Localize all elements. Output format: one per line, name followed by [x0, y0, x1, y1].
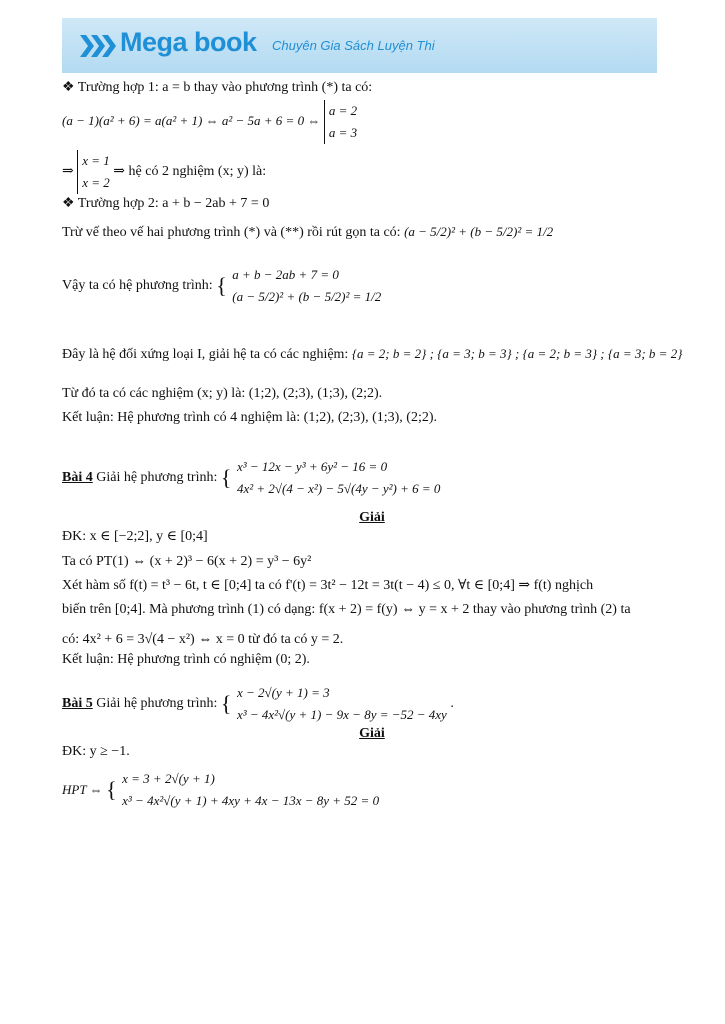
hpt-label: HPT ⇔ — [62, 782, 103, 797]
conclusion-1: Kết luận: Hệ phương trình có 4 nghiệm là: (1;2), (2;3), (1;3), (2;2). — [62, 410, 438, 425]
root-x1: x = 1 — [82, 153, 110, 168]
subtract-text: Trừ vế theo vế hai phương trình (*) và (**) rồi rút gọn ta có: — [62, 225, 401, 240]
bai-5-hpt-2: x³ − 4x²√(y + 1) + 4xy + 4x − 13x − 8y + 52 = 0 — [122, 793, 380, 808]
system-eq-1: a + b − 2ab + 7 = 0 — [232, 267, 339, 282]
bai-5-eq-2: x³ − 4x²√(y + 1) − 9x − 8y = −52 − 4xy — [236, 707, 447, 722]
brand-slogan: Chuyên Gia Sách Luyện Thi — [272, 38, 435, 53]
symmetric-text: Đây là hệ đối xứng loại I, giải hệ ta có các nghiệm: — [62, 347, 349, 362]
symmetric-line — [62, 346, 682, 363]
implies-symbol: ⇒ — [62, 164, 74, 180]
case-1-chain: (a − 1)(a² + 6) = a(a² + 1) ⇔ a² − 5a + 6 = 0 ⇔ — [62, 113, 321, 129]
x-roots — [77, 150, 110, 194]
case-2-line: ❖ Trường hợp 2: a + b − 2ab + 7 = 0 — [62, 196, 270, 211]
giai-heading-5: Giải — [359, 726, 385, 741]
case-1-roots — [324, 100, 357, 144]
subtract-line — [62, 224, 553, 241]
bai-4-conclusion: Kết luận: Hệ phương trình có nghiệm (0; 2). — [62, 652, 310, 667]
megabook-logo-icon — [78, 33, 118, 59]
brand-name: Mega book — [120, 27, 257, 57]
symmetric-solutions: {a = 2; b = 2} ; {a = 3; b = 3} ; {a = 2; b = 3} ; {a = 3; b = 2} — [351, 346, 683, 361]
bai-5-eq-1: x − 2√(y + 1) = 3 — [236, 685, 330, 700]
case-1-equation — [62, 100, 357, 144]
bai-4-label: Bài 4 — [62, 470, 93, 485]
bai-4-heading: Bài 4 Giải hệ phương trình: { x³ − 12x − y³ + 6y² − 16 = 0 4x² + 2√(4 − x²) − 5√(4y − y²) + 6 = 0 — [62, 456, 440, 500]
bai-4-step-2: Xét hàm số f(t) = t³ − 6t, t ∈ [0;4] ta có f'(t) = 3t² − 12t = 3t(t − 4) ≤ 0, ∀t ∈ [0;4] ⇒ f(t) nghịch — [62, 578, 594, 593]
bai-4-condition: ĐK: x ∈ [−2;2], y ∈ [0;4] — [62, 529, 208, 544]
bai-4-step-3: biến trên [0;4]. Mà phương trình (1) có dạng: f(x + 2) = f(y) ⇔ y = x + 2 thay vào phương trình (2) ta — [62, 602, 631, 617]
root-a3: a = 3 — [328, 125, 358, 140]
bai-5-period: . — [450, 696, 454, 712]
bai-4-eq-1: x³ − 12x − y³ + 6y² − 16 = 0 — [236, 459, 388, 474]
bai-5-heading: Bài 5 Giải hệ phương trình: { x − 2√(y + 1) = 3 x³ − 4x²√(y + 1) − 9x − 8y = −52 − 4xy . — [62, 682, 454, 726]
bai-5-transform: HPT ⇔ { x = 3 + 2√(y + 1) x³ − 4x²√(y + 1) + 4xy + 4x − 13x − 8y + 52 = 0 — [62, 768, 379, 812]
header-banner — [62, 18, 657, 73]
bai-4-step-1: Ta có PT(1) ⇔ (x + 2)³ − 6(x + 2) = y³ − 6y² — [62, 554, 312, 569]
case-1-solutions — [62, 150, 266, 194]
bai-4-text: Giải hệ phương trình: — [92, 470, 218, 485]
system-line: Vậy ta có hệ phương trình: { a + b − 2ab + 7 = 0 (a − 5/2)² + (b − 5/2)² = 1/2 — [62, 264, 381, 308]
bai-5-condition: ĐK: y ≥ −1. — [62, 744, 130, 759]
root-x2: x = 2 — [82, 175, 110, 190]
bai-4-eq-2: 4x² + 2√(4 − x²) − 5√(4y − y²) + 6 = 0 — [236, 481, 441, 496]
subtract-result: (a − 5/2)² + (b − 5/2)² = 1/2 — [404, 224, 554, 239]
system-eq-2: (a − 5/2)² + (b − 5/2)² = 1/2 — [232, 289, 382, 304]
solutions-text: ⇒ hệ có 2 nghiệm (x; y) là: — [113, 164, 267, 180]
bai-5-label: Bài 5 — [62, 696, 93, 711]
xy-solutions-line: Từ đó ta có các nghiệm (x; y) là: (1;2), (2;3), (1;3), (2;2). — [62, 386, 383, 401]
system-text: Vậy ta có hệ phương trình: — [62, 278, 213, 293]
bai-5-hpt-1: x = 3 + 2√(y + 1) — [122, 771, 215, 786]
bai-4-step-4: có: 4x² + 6 = 3√(4 − x²) ⇔ x = 0 từ đó ta có y = 2. — [62, 632, 344, 647]
case-1-line: ❖ Trường hợp 1: a = b thay vào phương trình (*) ta có: — [62, 80, 373, 95]
root-a2: a = 2 — [328, 103, 358, 118]
giai-heading-4: Giải — [359, 510, 385, 525]
bai-5-text: Giải hệ phương trình: — [92, 696, 218, 711]
